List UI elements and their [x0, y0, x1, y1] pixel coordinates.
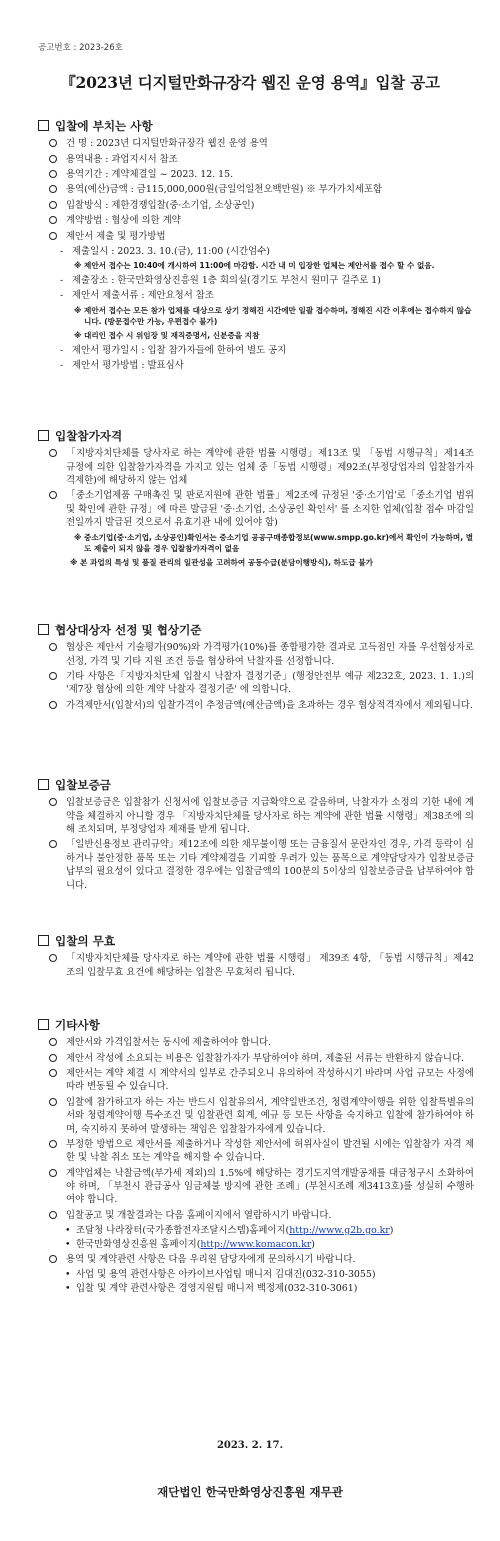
square-bullet-icon: [38, 120, 49, 131]
section-heading: 입찰의 무효: [38, 933, 474, 949]
square-bullet-icon: [38, 935, 49, 946]
list-item: 제안서는 계약 체결 시 계약서의 일부로 간주되오니 유의하여 작성하시기 바라며 사업 규모는 사정에 따라 변동될 수 있습니다.: [38, 1067, 474, 1094]
list-item: 「지방자치단체를 당사자로 하는 계약에 관한 법률 시행령」제13조 및 「동법 시행규칙」제14조 규정에 의한 입찰참가자격을 가지고 있는 업체 중「동법 시행령」제92조(부정당업자의 입찰참가자격제한)에 해당하지 않는 업체: [38, 447, 474, 487]
list-item: 용역기간 : 계약체결일 ~ 2023. 12. 15.: [38, 168, 474, 181]
list-item: 「일반신용정보 관리규약」제12조에 의한 채무불이행 또는 금융질서 문란자인 경우, 가격 등락이 심하거나 불안정한 품목 또는 기타 계약체결을 기피할 우려가 있는 품목으로 계약담당자가 입찰보증금 납부의 필요성이 있다고 결정한 경우에는 입찰금액의 100분의 5이상의 입찰보증금을 납부하여야 합니다.: [38, 838, 474, 891]
sub-item: - 제출장소 : 한국만화영상진흥원 1층 회의실(경기도 부천시 원미구 길주로 1): [60, 274, 381, 286]
sub-item: - 제안서 제출서류 : 제안요청서 참조: [60, 290, 214, 302]
section-bid-items: [38, 118, 474, 375]
section-negotiation: [38, 622, 474, 714]
circle-bullet-icon: [49, 672, 57, 680]
notice-number: 공고번호 : 2023-26호: [38, 43, 123, 53]
circle-bullet-icon: [49, 139, 57, 147]
bullet-item: • 입찰 및 계약 관련사항은 경영지원팀 매니저 백정제(032-310-3061): [65, 1283, 358, 1295]
circle-bullet-icon: [49, 1098, 57, 1106]
list-item: 용역(예산)금액 : 금115,000,000원(금일억일천오백만원) ※ 부가가치세포함: [38, 183, 474, 196]
list-item: 제안서와 가격입찰서는 동시에 제출하여야 합니다.: [38, 1036, 474, 1049]
list-item: 「중소기업제품 구매촉진 및 판로지원에 관한 법률」제2조에 규정된 '중·소기업'로「중소기업 범위 및 확인에 관한 규정」에 따른 발급된 '중·소기업, 소상공인 확인서' 를 소지한 업체(입찰 접수 마감일 전일까지 발급된 것으로서 유효기관 내에 있어야 함): [38, 489, 474, 529]
sub-item: - 제안서 평가일시 : 입찰 참가자들에 한하여 별도 공지: [60, 344, 287, 356]
square-bullet-icon: [38, 624, 49, 635]
komacon-link[interactable]: http://www.komacon.kr: [200, 1239, 312, 1251]
circle-bullet-icon: [49, 1069, 57, 1077]
list-item: 용역내용 : 과업지시서 참조: [38, 153, 474, 166]
section-heading: 입찰참가자격: [38, 428, 474, 444]
section-heading: 협상대상자 선정 및 협상기준: [38, 622, 474, 638]
g2b-link[interactable]: http://www.g2b.go.kr: [289, 1224, 390, 1236]
circle-bullet-icon: [49, 232, 57, 240]
circle-bullet-icon: [49, 1169, 57, 1177]
circle-bullet-icon: [49, 1054, 57, 1062]
section-invalid-bid: [38, 933, 474, 981]
bullet-item: • 조달청 나라장터(국가종합전자조달시스템)홈페이지(http://www.g2b.go.kr): [65, 1224, 394, 1236]
circle-bullet-icon: [49, 1140, 57, 1148]
list-item: 계약업체는 낙찰금액(부가세 제외)의 1.5%에 해당하는 경기도지역개발공채를 대금청구시 소화하여야 하며, 「부천시 관급공사 임금체불 방지에 관한 조례」(부천시조례 제3413호)를 성실히 수행하여야 합니다.: [38, 1167, 474, 1207]
circle-bullet-icon: [49, 798, 57, 806]
circle-bullet-icon: [49, 840, 57, 848]
circle-bullet-icon: [49, 185, 57, 193]
section-heading: 기타사항: [38, 1017, 474, 1033]
note: ※ 대리인 접수 시 위임장 및 재직증명서, 신분증을 지참: [74, 331, 260, 341]
list-item: 「지방자치단체를 당사자로 하는 계약에 관한 법률 시행령」 제39조 4항, 「동법 시행규칙」제42조의 입찰무효 요건에 해당하는 입찰은 무효처리 됩니다.: [38, 952, 474, 979]
list-item: 제안서 작성에 소요되는 비용은 입찰참가자가 부담하여야 하며, 제출된 서류는 반환하지 않습니다.: [38, 1052, 474, 1065]
list-item: 계약방법 : 협상에 의한 계약: [38, 214, 474, 227]
section-eligibility: [38, 428, 474, 571]
circle-bullet-icon: [49, 216, 57, 224]
circle-bullet-icon: [49, 643, 57, 651]
list-item: 용역 및 계약관련 사항은 다음 우리원 담당자에게 문의하시기 바랍니다.: [38, 1253, 474, 1266]
circle-bullet-icon: [49, 155, 57, 163]
circle-bullet-icon: [49, 1211, 57, 1219]
list-item: 입찰공고 및 개찰결과는 다음 홈페이지에서 열람하시기 바랍니다.: [38, 1209, 474, 1222]
circle-bullet-icon: [49, 449, 57, 457]
circle-bullet-icon: [49, 491, 57, 499]
bullet-item: • 한국만화영상진흥원 홈페이지(http://www.komacon.kr): [65, 1239, 315, 1251]
circle-bullet-icon: [49, 954, 57, 962]
circle-bullet-icon: [49, 1255, 57, 1263]
square-bullet-icon: [38, 779, 49, 790]
circle-bullet-icon: [49, 201, 57, 209]
page-title: 『2023년 디지털만화규장각 웹진 운영 용역』입찰 공고: [60, 73, 440, 92]
list-item: 기타 사항은「지방자치단체 입찰시 낙찰자 결정기준」(행정안전부 예규 제232호, 2023. 1. 1.)의 '제7장 협상에 의한 계약 낙찰자 결정기준' 에 의합니다.: [38, 670, 474, 697]
list-item: 건 명 : 2023년 디지털만화규장각 웹진 운영 용역: [38, 137, 474, 150]
list-item: 가격제안서(입찰서)의 입찰가격이 추정금액(예산금액)을 초과하는 경우 협상적격자에서 제외됩니다.: [38, 699, 474, 712]
section-heading: 입찰에 부치는 사항: [38, 118, 474, 134]
issuing-organization: 재단법인 한국만화영상진흥원 재무관: [157, 1485, 343, 1499]
circle-bullet-icon: [49, 170, 57, 178]
note: ※ 제안서 접수는 10:40에 개시하여 11:00에 마감함. 시간 내 미 입장한 업체는 제안서를 접수 할 수 없음.: [74, 261, 435, 271]
section-bid-bond: [38, 777, 474, 894]
list-item: 제안서 제출 및 평가방법: [38, 230, 474, 243]
list-item: 입찰방식 : 제한경쟁입찰(중·소기업, 소상공인): [38, 199, 474, 212]
square-bullet-icon: [38, 1019, 49, 1030]
note: ※ 제안서 접수는 모든 참가 업체를 대상으로 상기 정해진 시간에만 일괄 접수하며, 정해진 시간 이후에는 접수하지 않습니다. (방문접수만 가능, 우편접수 불가): [74, 305, 472, 327]
note: ※ 본 과업의 특성 및 품질 관리의 일관성을 고려하여 공동수급(분담이행방식), 하도급 불가: [70, 558, 374, 568]
note: ※ 중소기업(중·소기업, 소상공인)확인서는 중소기업 공공구매종합정보(www.smpp.go.kr)에서 확인이 가능하며, 별도 제출이 되지 않을 경우 입찰참가자격이 없음: [74, 532, 474, 554]
circle-bullet-icon: [49, 1038, 57, 1046]
list-item: 입찰에 참가하고자 하는 자는 반드시 입찰유의서, 계약일반조건, 청렴계약이행을 위한 입찰특별유의서와 청렴계약이행 특수조건 및 입찰관련 회계, 예규 등 모든 사항을 숙지하고 입찰에 참가하여야 하며, 숙지하지 못하여 발생하는 책임은 입찰참가자에게 있습니다.: [38, 1096, 474, 1136]
section-misc: [38, 1017, 474, 1297]
section-heading: 입찰보증금: [38, 777, 474, 793]
circle-bullet-icon: [49, 701, 57, 709]
list-item: 협상은 제안서 기술평가(90%)와 가격평가(10%)를 종합평가한 결과로 고득점인 자를 우선협상자로 선정, 가격 및 기타 지원 조건 등을 협상하여 낙찰자를 선정합니다.: [38, 641, 474, 668]
sub-item: - 제출일시 : 2023. 3. 10.(금), 11:00 (시간엄수): [60, 245, 270, 257]
bullet-item: • 사업 및 용역 관련사항은 아카이브사업팀 매니저 김대진(032-310-3055): [65, 1268, 376, 1280]
list-item: 입찰보증금은 입찰참가 신청서에 입찰보증금 지급확약으로 갈음하며, 낙찰자가 소정의 기한 내에 계약을 체결하지 아니할 경우 「지방자치단체를 당사자로 하는 계약에 관한 법률 시행령」제38조에 의해 조치되며, 부정당업자 제재를 받게 됩니다.: [38, 796, 474, 836]
list-item: 부정한 방법으로 제안서를 제출하거나 작성한 제안서에 허위사실이 발견될 시에는 입찰참가 자격 제한 및 낙찰 취소 또는 계약을 해지할 수 있습니다.: [38, 1138, 474, 1165]
sub-item: - 제안서 평가방법 : 발표심사: [60, 360, 184, 372]
square-bullet-icon: [38, 430, 49, 441]
notice-date: 2023. 2. 17.: [216, 1440, 284, 1451]
